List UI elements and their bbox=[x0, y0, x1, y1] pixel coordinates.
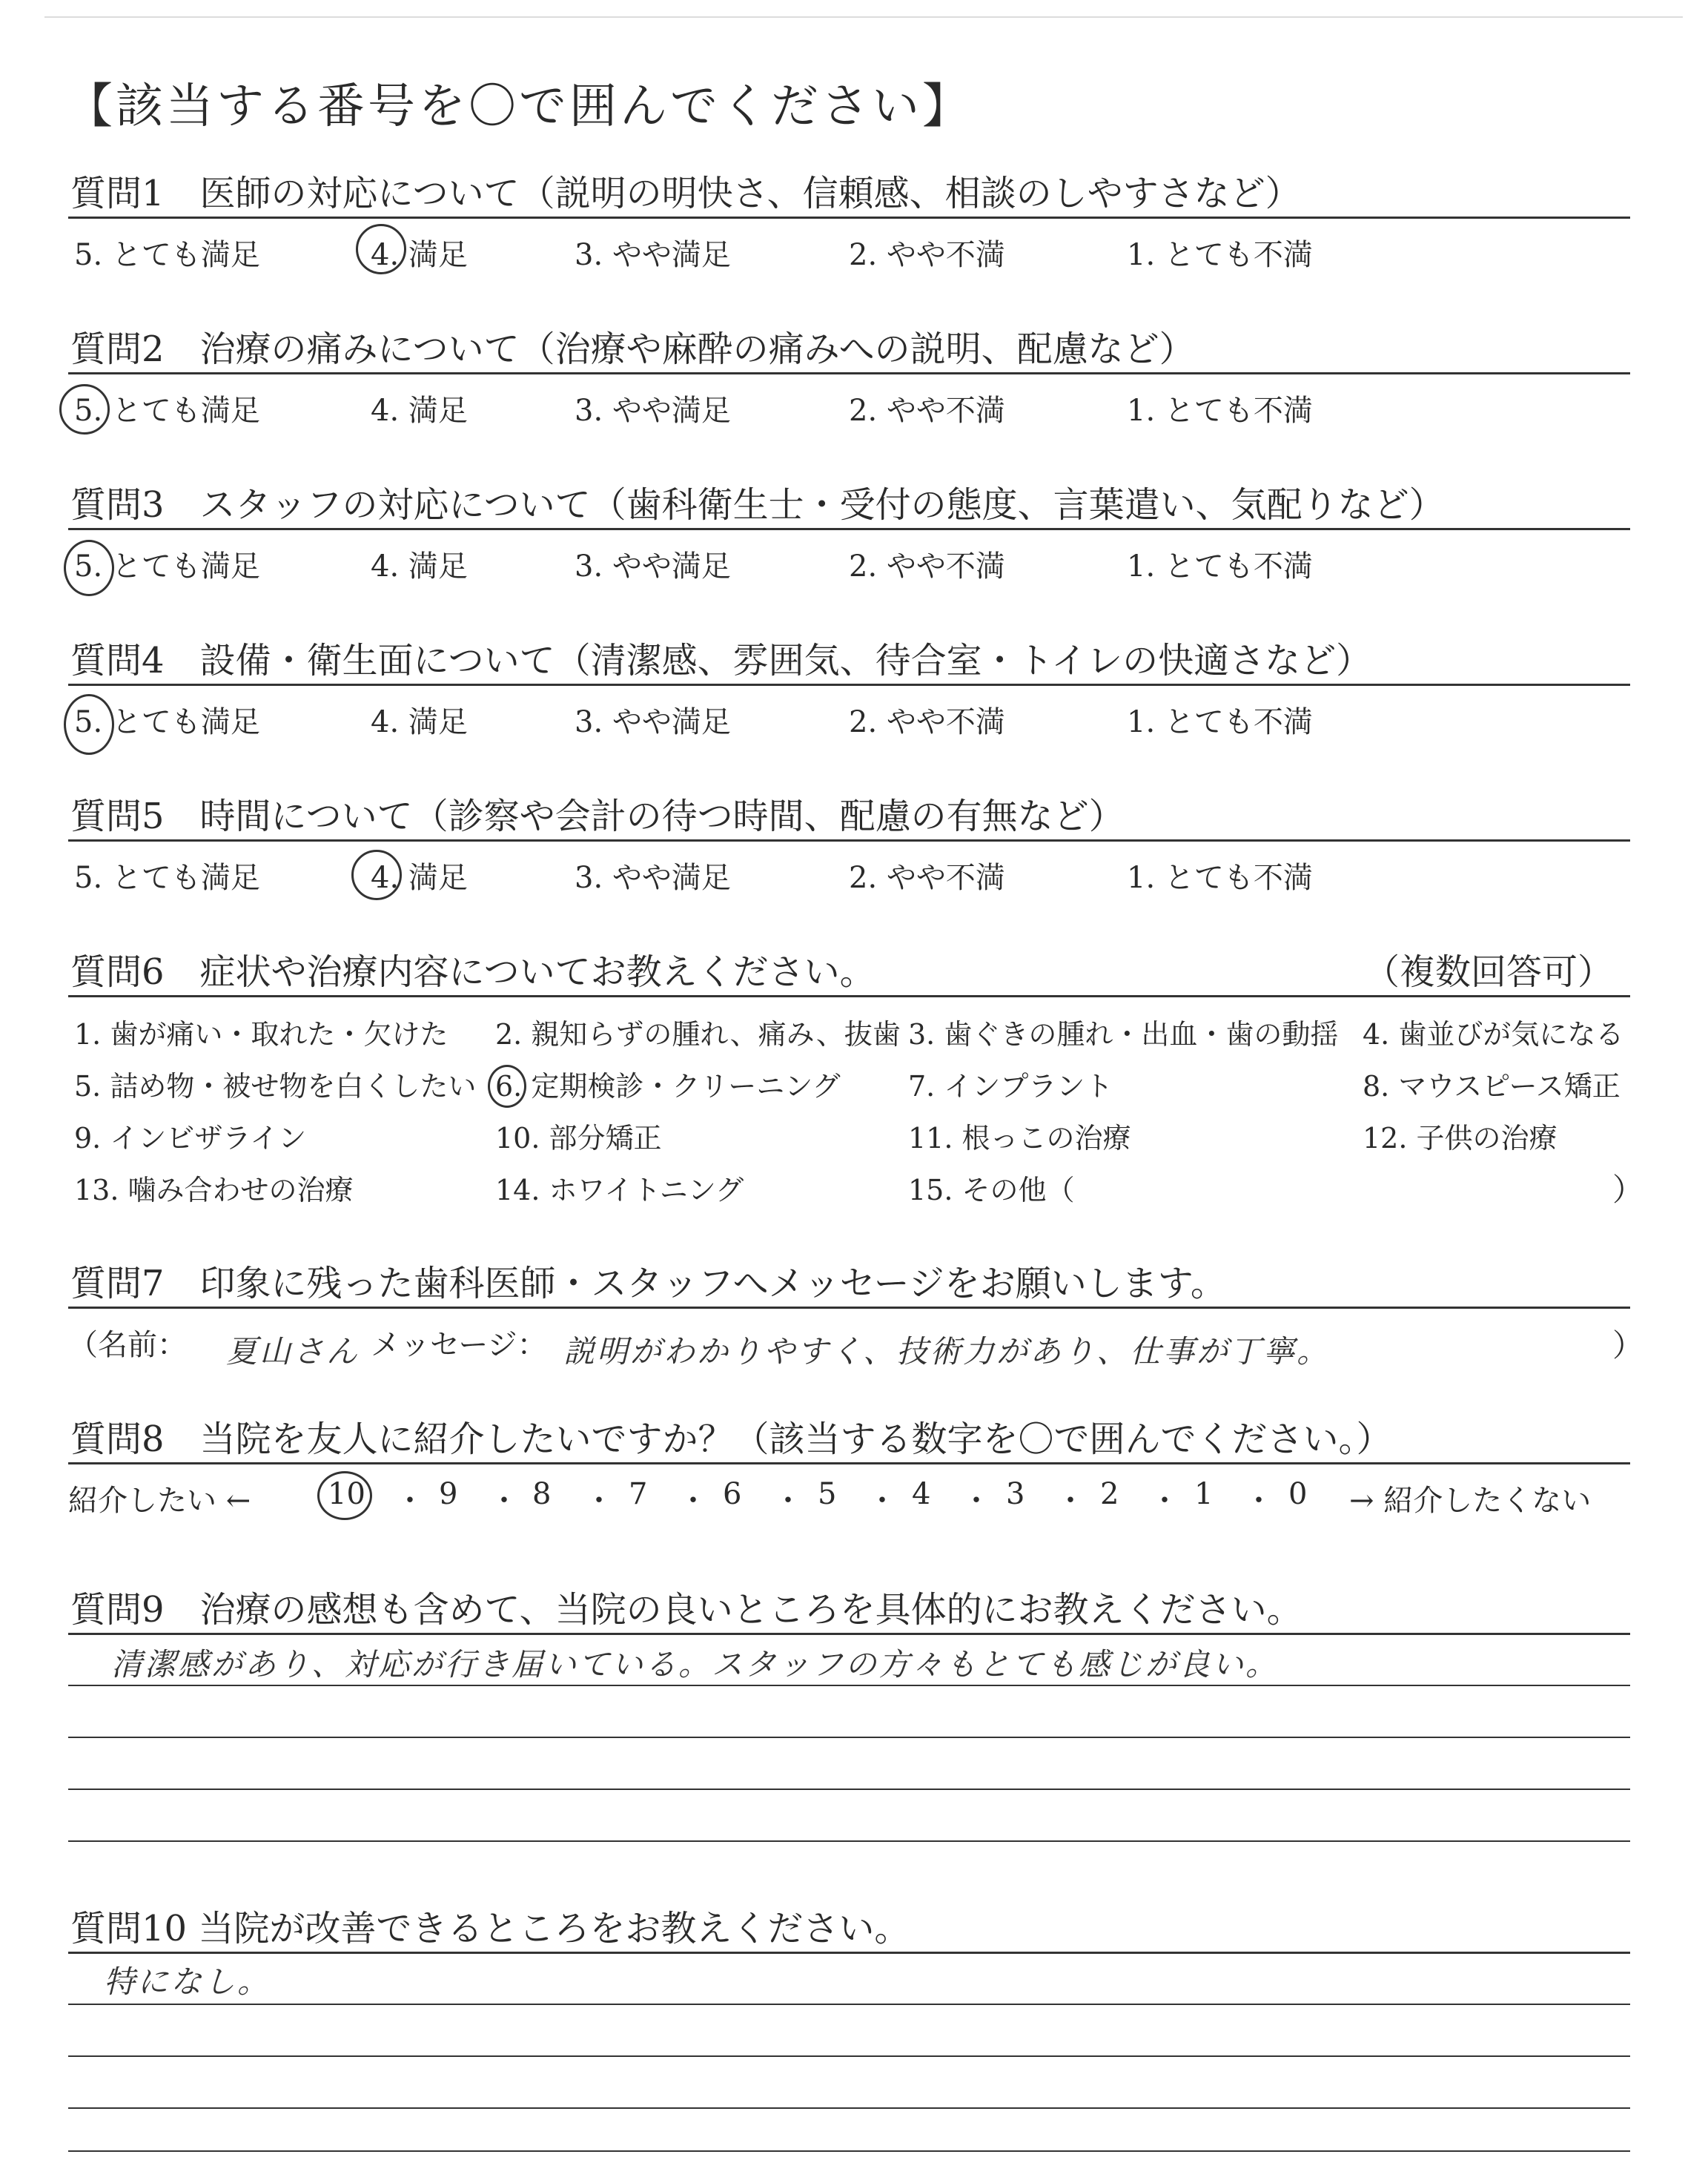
page-heading: 【該当する番号を〇で囲んでください】 bbox=[65, 79, 973, 134]
scale-separator: ・ bbox=[961, 1484, 991, 1518]
answer-line bbox=[68, 1737, 1630, 1738]
option-1[interactable]: 1. とても不満 bbox=[1127, 238, 1313, 272]
answer-line bbox=[68, 1789, 1630, 1790]
question-6-rule bbox=[68, 995, 1630, 997]
q6-option[interactable]: 10. 部分矯正 bbox=[495, 1122, 662, 1155]
scale-separator: ・ bbox=[584, 1484, 614, 1518]
option-1[interactable]: 1. とても不満 bbox=[1127, 549, 1313, 584]
option-1[interactable]: 1. とても不満 bbox=[1127, 705, 1313, 739]
option-5[interactable]: 5. とても満足 bbox=[74, 394, 260, 428]
q10-handwritten-answer[interactable]: 特になし。 bbox=[104, 1964, 271, 2000]
q6-option[interactable]: 8. マウスピース矯正 bbox=[1363, 1070, 1621, 1103]
answer-line bbox=[68, 1685, 1630, 1686]
q6-option[interactable]: 13. 噛み合わせの治療 bbox=[74, 1174, 354, 1206]
answer-line bbox=[68, 2055, 1630, 2057]
q6-option[interactable]: 15. その他（ bbox=[908, 1174, 1075, 1206]
scale-separator: ・ bbox=[867, 1484, 897, 1518]
option-5[interactable]: 5. とても満足 bbox=[74, 549, 260, 584]
option-1[interactable]: 1. とても不満 bbox=[1127, 394, 1313, 428]
question-3-rule bbox=[68, 528, 1630, 530]
scale-separator: ・ bbox=[773, 1484, 803, 1518]
question-10-title: 質問10 当院が改善できるところをお教えください。 bbox=[70, 1908, 910, 1949]
q6-option[interactable]: 14. ホワイトニング bbox=[495, 1174, 744, 1206]
option-3[interactable]: 3. やや満足 bbox=[575, 238, 731, 272]
q7-close-paren: ） bbox=[1612, 1327, 1644, 1364]
question-9-rule bbox=[68, 1633, 1630, 1635]
scale-separator: ・ bbox=[1150, 1484, 1179, 1518]
name-label: （名前： bbox=[68, 1328, 187, 1362]
option-1[interactable]: 1. とても不満 bbox=[1127, 861, 1313, 895]
scale-number[interactable]: 2 bbox=[1100, 1477, 1119, 1511]
question-2-rule bbox=[68, 372, 1630, 374]
scale-number[interactable]: 0 bbox=[1288, 1477, 1308, 1511]
selection-circle bbox=[64, 694, 114, 755]
option-4[interactable]: 4. 満足 bbox=[371, 861, 468, 895]
scale-number[interactable]: 9 bbox=[439, 1477, 458, 1511]
q6-option[interactable]: 9. インビザライン bbox=[74, 1122, 307, 1155]
option-4[interactable]: 4. 満足 bbox=[371, 549, 468, 584]
question-1-rule bbox=[68, 217, 1630, 219]
answer-line bbox=[68, 2004, 1630, 2005]
q6-option[interactable]: 6. 定期検診・クリーニング bbox=[495, 1070, 841, 1103]
question-4-title: 質問4 設備・衛生面について（清潔感、雰囲気、待合室・トイレの快適さなど） bbox=[70, 640, 1372, 681]
option-3[interactable]: 3. やや満足 bbox=[575, 705, 731, 739]
q6-option[interactable]: 5. 詰め物・被せ物を白くしたい bbox=[74, 1070, 477, 1103]
scale-separator: ・ bbox=[489, 1484, 519, 1518]
selection-circle bbox=[64, 540, 114, 596]
scale-number[interactable]: 1 bbox=[1194, 1477, 1214, 1511]
option-2[interactable]: 2. やや不満 bbox=[849, 861, 1005, 895]
option-2[interactable]: 2. やや不満 bbox=[849, 705, 1005, 739]
question-6-title: 質問6 症状や治療内容についてお教えください。 bbox=[70, 951, 875, 993]
question-8-rule bbox=[68, 1462, 1630, 1464]
scale-right-label: → 紹介したくない bbox=[1349, 1484, 1592, 1518]
option-4[interactable]: 4. 満足 bbox=[371, 238, 468, 272]
question-5-title: 質問5 時間について（診察や会計の待つ時間、配慮の有無など） bbox=[70, 796, 1125, 837]
option-5[interactable]: 5. とても満足 bbox=[74, 705, 260, 739]
option-3[interactable]: 3. やや満足 bbox=[575, 549, 731, 584]
question-2-title: 質問2 治療の痛みについて（治療や麻酔の痛みへの説明、配慮など） bbox=[70, 328, 1195, 370]
question-1-title: 質問1 医師の対応について（説明の明快さ、信頼感、相談のしやすさなど） bbox=[70, 173, 1301, 214]
question-7-rule bbox=[68, 1307, 1630, 1309]
answer-line bbox=[68, 2107, 1630, 2109]
message-label: メッセージ： bbox=[371, 1328, 547, 1362]
selection-circle bbox=[317, 1471, 372, 1520]
q6-option[interactable]: 1. 歯が痛い・取れた・欠けた bbox=[74, 1018, 448, 1051]
scale-number[interactable]: 6 bbox=[723, 1477, 742, 1511]
name-handwritten[interactable]: 夏山さん bbox=[226, 1333, 360, 1370]
question-9-title: 質問9 治療の感想も含めて、当院の良いところを具体的にお教えください。 bbox=[70, 1589, 1302, 1631]
scale-number[interactable]: 10 bbox=[328, 1477, 365, 1511]
option-5[interactable]: 5. とても満足 bbox=[74, 238, 260, 272]
answer-line bbox=[68, 2150, 1630, 2152]
selection-circle bbox=[351, 850, 402, 900]
q6-option[interactable]: 2. 親知らずの腫れ、痛み、抜歯 bbox=[495, 1018, 901, 1051]
q6-option[interactable]: 3. 歯ぐきの腫れ・出血・歯の動揺 bbox=[908, 1018, 1339, 1051]
option-5[interactable]: 5. とても満足 bbox=[74, 861, 260, 895]
q6-option[interactable]: 11. 根っこの治療 bbox=[908, 1122, 1131, 1155]
question-5-rule bbox=[68, 839, 1630, 842]
scale-number[interactable]: 7 bbox=[629, 1477, 648, 1511]
q6-option[interactable]: 7. インプラント bbox=[908, 1070, 1113, 1103]
selection-circle bbox=[59, 384, 110, 435]
question-6-note: （複数回答可） bbox=[1364, 951, 1614, 993]
selection-circle bbox=[356, 224, 406, 274]
question-8-title: 質問8 当院を友人に紹介したいですか？（該当する数字を〇で囲んでください。） bbox=[70, 1418, 1392, 1460]
scale-number[interactable]: 3 bbox=[1006, 1477, 1025, 1511]
question-4-rule bbox=[68, 684, 1630, 686]
selection-circle bbox=[488, 1065, 526, 1108]
option-2[interactable]: 2. やや不満 bbox=[849, 238, 1005, 272]
answer-line bbox=[68, 1840, 1630, 1842]
question-3-title: 質問3 スタッフの対応について（歯科衛生士・受付の態度、言葉遣い、気配りなど） bbox=[70, 484, 1445, 526]
message-handwritten[interactable]: 説明がわかりやすく、技術力があり、仕事が丁寧。 bbox=[563, 1333, 1331, 1370]
q6-option[interactable]: 12. 子供の治療 bbox=[1363, 1122, 1558, 1155]
scale-separator: ・ bbox=[1056, 1484, 1085, 1518]
scale-separator: ・ bbox=[1244, 1484, 1274, 1518]
scale-separator: ・ bbox=[395, 1484, 425, 1518]
q6-close-paren: ） bbox=[1612, 1172, 1644, 1208]
option-3[interactable]: 3. やや満足 bbox=[575, 861, 731, 895]
scale-number[interactable]: 4 bbox=[912, 1477, 931, 1511]
option-4[interactable]: 4. 満足 bbox=[371, 705, 468, 739]
scale-left-label: 紹介したい ← bbox=[68, 1484, 251, 1518]
scale-separator: ・ bbox=[678, 1484, 708, 1518]
q9-handwritten-answer[interactable]: 清潔感があり、対応が行き届いている。スタッフの方々もとても感じが良い。 bbox=[111, 1646, 1280, 1682]
q6-option[interactable]: 4. 歯並びが気になる bbox=[1363, 1018, 1624, 1051]
option-4[interactable]: 4. 満足 bbox=[371, 394, 468, 428]
option-2[interactable]: 2. やや不満 bbox=[849, 549, 1005, 584]
option-2[interactable]: 2. やや不満 bbox=[849, 394, 1005, 428]
scale-number[interactable]: 8 bbox=[532, 1477, 552, 1511]
question-10-rule bbox=[68, 1952, 1630, 1954]
option-3[interactable]: 3. やや満足 bbox=[575, 394, 731, 428]
scale-number[interactable]: 5 bbox=[818, 1477, 837, 1511]
question-7-title: 質問7 印象に残った歯科医師・スタッフへメッセージをお願いします。 bbox=[70, 1263, 1226, 1304]
top-border bbox=[44, 16, 1683, 18]
